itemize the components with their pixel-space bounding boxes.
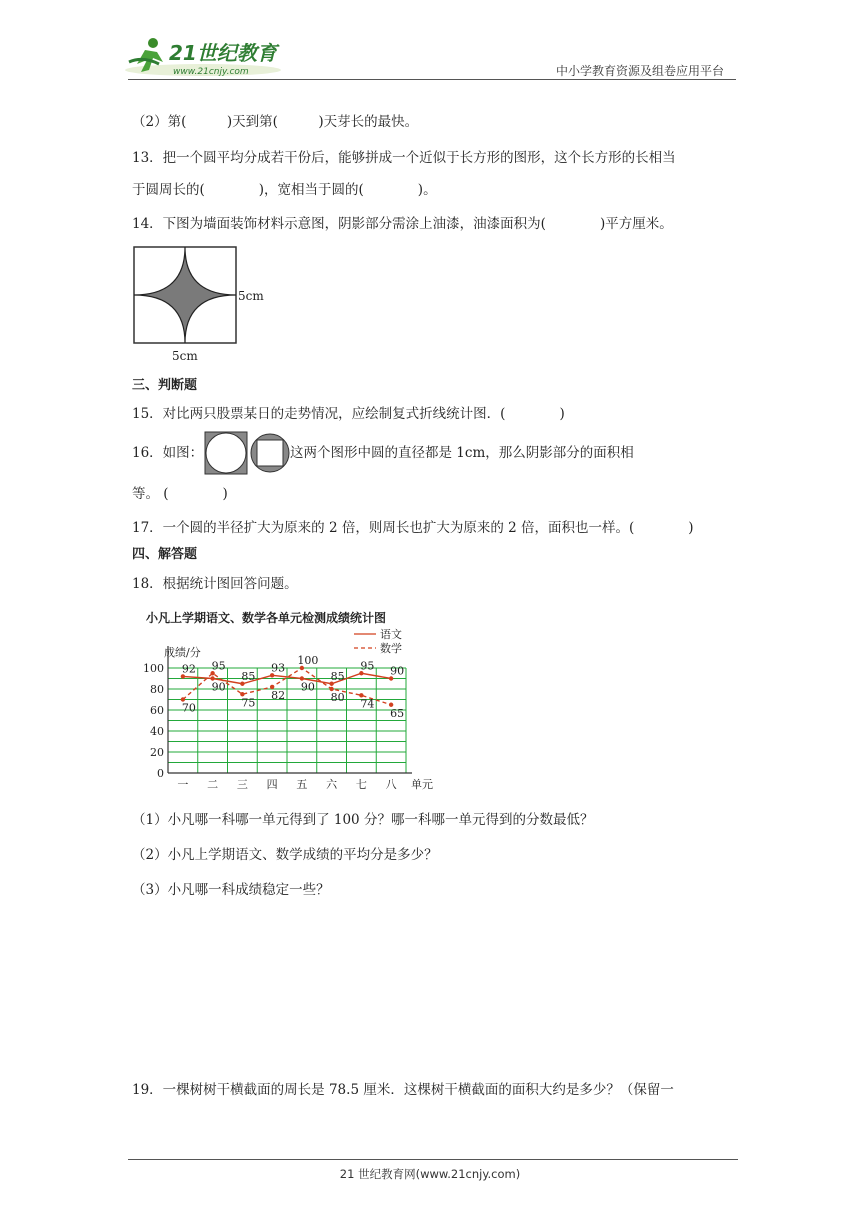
data-label: 92 xyxy=(181,662,196,676)
q14-figure xyxy=(128,244,278,364)
q15-text: 15．对比两只股票某日的走势情况，应绘制复式折线统计图．( ) xyxy=(132,406,565,422)
data-label: 90 xyxy=(390,664,405,678)
site-logo xyxy=(123,34,293,80)
y-tick-label: 40 xyxy=(150,725,164,738)
y-tick-label: 0 xyxy=(157,767,164,780)
x-axis-label: 单元 xyxy=(411,778,433,791)
x-tick-label: 五 xyxy=(296,778,308,791)
q12-sub2: （2）第( )天到第( )天芽长的最快。 xyxy=(132,114,419,130)
data-label: 93 xyxy=(271,661,286,675)
footer-text: 21 世纪教育网(www.21cnjy.com) xyxy=(339,1167,521,1181)
data-label: 75 xyxy=(241,696,256,710)
x-tick-label: 六 xyxy=(326,778,338,791)
q13-line2: 于圆周长的( )，宽相当于圆的( )。 xyxy=(132,182,437,198)
x-tick-label: 二 xyxy=(207,778,219,791)
data-label: 95 xyxy=(211,659,226,673)
x-tick-label: 四 xyxy=(266,778,278,791)
data-label: 80 xyxy=(330,691,345,704)
section-judgement-heading: 三、判断题 xyxy=(132,378,198,393)
data-label: 90 xyxy=(300,680,315,694)
legend-label: 语文 xyxy=(380,628,402,641)
q16-figure xyxy=(204,431,290,475)
q18-text: 18．根据统计图回答问题。 xyxy=(132,576,298,592)
y-tick-label: 80 xyxy=(150,683,164,696)
x-tick-label: 一 xyxy=(177,778,189,791)
data-label: 85 xyxy=(330,669,345,683)
q16-prefix: 16．如图： xyxy=(132,445,204,461)
q16-line2: 等。 ( ) xyxy=(132,486,228,502)
data-label: 74 xyxy=(360,697,375,711)
header-platform-text: 中小学教育资源及组卷应用平台 xyxy=(555,64,724,78)
q18-sub3: （3）小凡哪一科成绩稳定一些？ xyxy=(132,882,330,898)
q14-bottom-label: 5cm xyxy=(172,349,198,363)
q16-text: 这两个图形中圆的直径都是 1cm，那么阴影部分的面积相 xyxy=(290,445,634,461)
data-label: 90 xyxy=(211,680,226,694)
data-label: 70 xyxy=(181,701,196,715)
legend-label: 数学 xyxy=(380,642,402,655)
q14-side-label: 5cm xyxy=(238,289,264,303)
data-label: 95 xyxy=(360,659,375,673)
section-answer-heading: 四、解答题 xyxy=(132,547,198,562)
footer-divider xyxy=(128,1159,738,1160)
chart-title: 小凡上学期语文、数学各单元检测成绩统计图 xyxy=(146,611,387,625)
data-label: 100 xyxy=(297,654,319,667)
y-tick-label: 60 xyxy=(150,704,164,717)
q17-text: 17．一个圆的半径扩大为原来的 2 倍，则周长也扩大为原来的 2 倍，面积也一样。( ) xyxy=(132,520,694,536)
logo-url: www.21cnjy.com xyxy=(173,67,249,77)
q19-text: 19．一棵树树干横截面的周长是 78.5 厘米．这棵树干横截面的面积大约是多少？（保留一 xyxy=(132,1082,674,1098)
x-tick-label: 七 xyxy=(355,778,367,791)
data-label: 65 xyxy=(390,706,405,720)
chart-ylabel: 成绩/分 xyxy=(164,646,201,659)
q18-sub1: （1）小凡哪一科哪一单元得到了 100 分？哪一科哪一单元得到的分数最低？ xyxy=(132,812,594,828)
x-tick-label: 八 xyxy=(385,778,397,791)
q14-text: 14．下图为墙面装饰材料示意图，阴影部分需涂上油漆，油漆面积为( )平方厘米。 xyxy=(132,216,673,232)
y-tick-label: 20 xyxy=(150,746,164,759)
header-divider xyxy=(128,79,736,80)
score-line-chart xyxy=(140,606,440,796)
y-tick-label: 100 xyxy=(143,662,164,675)
data-label: 85 xyxy=(241,669,256,683)
x-tick-label: 三 xyxy=(236,778,248,791)
q13-line1: 13．把一个圆平均分成若干份后，能够拼成一个近似于长方形的图形，这个长方形的长相当 xyxy=(132,150,676,166)
data-label: 82 xyxy=(271,688,286,702)
q18-sub2: （2）小凡上学期语文、数学成绩的平均分是多少？ xyxy=(132,847,438,863)
logo-text: 21世纪教育 xyxy=(169,41,277,65)
